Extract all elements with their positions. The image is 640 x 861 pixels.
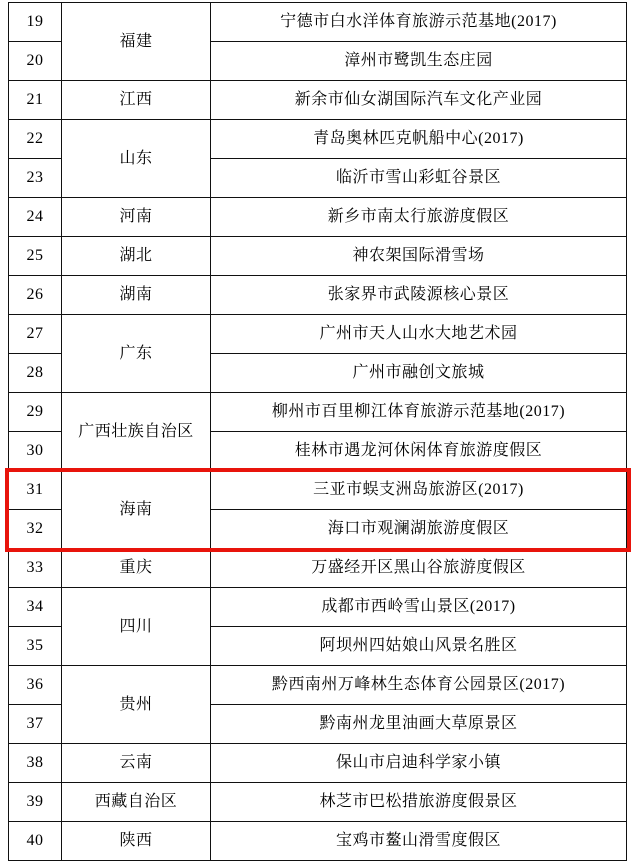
cell-serial-number: 21 (9, 81, 62, 120)
cell-serial-number: 20 (9, 42, 62, 81)
cell-project-name: 新余市仙女湖国际汽车文化产业园 (211, 81, 627, 120)
cell-serial-number: 25 (9, 237, 62, 276)
table-row (9, 3, 627, 42)
cell-province: 重庆 (62, 549, 211, 588)
cell-province: 山东 (62, 120, 211, 198)
cell-serial-number: 33 (9, 549, 62, 588)
cell-project-name: 海口市观澜湖旅游度假区 (211, 510, 627, 549)
cell-project-name: 张家界市武陵源核心景区 (211, 276, 627, 315)
table-row (9, 471, 627, 510)
cell-project-name: 新乡市南太行旅游度假区 (211, 198, 627, 237)
table-body (9, 3, 627, 861)
cell-serial-number: 29 (9, 393, 62, 432)
cell-project-name: 广州市天人山水大地艺术园 (211, 315, 627, 354)
cell-project-name: 柳州市百里柳江体育旅游示范基地(2017) (211, 393, 627, 432)
cell-province: 贵州 (62, 666, 211, 744)
cell-province: 西藏自治区 (62, 783, 211, 822)
cell-serial-number: 27 (9, 315, 62, 354)
table-row (9, 744, 627, 783)
cell-serial-number: 39 (9, 783, 62, 822)
cell-project-name: 黔南州龙里油画大草原景区 (211, 705, 627, 744)
cell-project-name: 万盛经开区黑山谷旅游度假区 (211, 549, 627, 588)
table-row (9, 822, 627, 861)
cell-project-name: 宁德市白水洋体育旅游示范基地(2017) (211, 3, 627, 42)
cell-province: 福建 (62, 3, 211, 81)
cell-project-name: 广州市融创文旅城 (211, 354, 627, 393)
table-row (9, 198, 627, 237)
table-row (9, 237, 627, 276)
table-row (9, 549, 627, 588)
cell-project-name: 保山市启迪科学家小镇 (211, 744, 627, 783)
cell-province: 湖北 (62, 237, 211, 276)
cell-province: 广西壮族自治区 (62, 393, 211, 471)
cell-project-name: 宝鸡市鳌山滑雪度假区 (211, 822, 627, 861)
cell-serial-number: 36 (9, 666, 62, 705)
cell-project-name: 临沂市雪山彩虹谷景区 (211, 159, 627, 198)
cell-province: 海南 (62, 471, 211, 549)
sports-tourism-demonstration-base-table (8, 2, 627, 861)
cell-serial-number: 22 (9, 120, 62, 159)
cell-serial-number: 26 (9, 276, 62, 315)
cell-serial-number: 24 (9, 198, 62, 237)
cell-serial-number: 35 (9, 627, 62, 666)
cell-serial-number: 38 (9, 744, 62, 783)
table-row (9, 588, 627, 627)
cell-province: 江西 (62, 81, 211, 120)
cell-project-name: 神农架国际滑雪场 (211, 237, 627, 276)
table-row (9, 315, 627, 354)
table-row (9, 81, 627, 120)
cell-serial-number: 32 (9, 510, 62, 549)
cell-province: 河南 (62, 198, 211, 237)
cell-serial-number: 31 (9, 471, 62, 510)
cell-project-name: 漳州市鹭凯生态庄园 (211, 42, 627, 81)
cell-project-name: 三亚市蜈支洲岛旅游区(2017) (211, 471, 627, 510)
cell-project-name: 林芝市巴松措旅游度假景区 (211, 783, 627, 822)
document-page (0, 2, 640, 850)
cell-serial-number: 28 (9, 354, 62, 393)
cell-province: 湖南 (62, 276, 211, 315)
cell-serial-number: 40 (9, 822, 62, 861)
table-row (9, 393, 627, 432)
cell-project-name: 青岛奥林匹克帆船中心(2017) (211, 120, 627, 159)
cell-project-name: 阿坝州四姑娘山风景名胜区 (211, 627, 627, 666)
table-row (9, 666, 627, 705)
cell-project-name: 成都市西岭雪山景区(2017) (211, 588, 627, 627)
cell-project-name: 桂林市遇龙河休闲体育旅游度假区 (211, 432, 627, 471)
table-row (9, 276, 627, 315)
table-row (9, 120, 627, 159)
cell-serial-number: 34 (9, 588, 62, 627)
cell-serial-number: 30 (9, 432, 62, 471)
cell-province: 云南 (62, 744, 211, 783)
cell-serial-number: 19 (9, 3, 62, 42)
table-row (9, 783, 627, 822)
cell-serial-number: 23 (9, 159, 62, 198)
cell-serial-number: 37 (9, 705, 62, 744)
cell-project-name: 黔西南州万峰林生态体育公园景区(2017) (211, 666, 627, 705)
cell-province: 广东 (62, 315, 211, 393)
cell-province: 四川 (62, 588, 211, 666)
cell-province: 陕西 (62, 822, 211, 861)
